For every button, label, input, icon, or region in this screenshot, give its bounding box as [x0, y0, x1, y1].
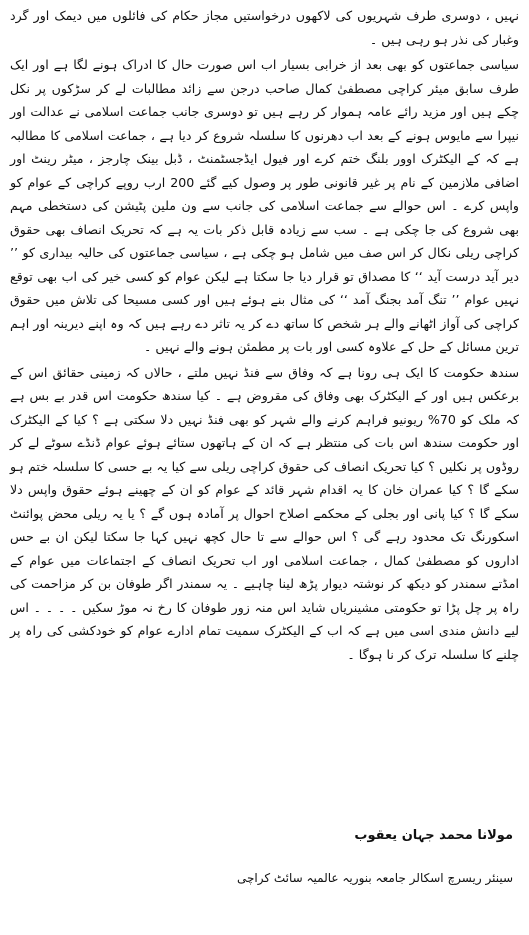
author-title: سینئر ریسرچ اسکالر جامعہ بنوریہ عالمیہ سائٹ کراچی [236, 871, 513, 885]
author-name: مولانا محمد جہان یعقوب [354, 828, 513, 843]
article-paragraph-1: نہیں ، دوسری طرف شہریوں کی لاکھوں درخواستیں مجاز حکام کی فائلوں میں دیمک اور گرد وغبار کی نذر ہو رہی ہیں ۔ [10, 8, 519, 47]
author-signature [237, 825, 513, 889]
article-body [10, 4, 519, 666]
article-paragraph-3: سندھ حکومت کا ایک ہی رونا ہے کہ وفاق سے فنڈ نہیں ملتے ، حالاں کہ زمینی حقائق اس کے برعکس ہیں اور کے الیکٹرک بھی وفاق کی مقروض ہے ۔ کیا سندھ حکومت اس قدر بے بس ہے کہ ملک کو 70% ریونیو فراہم کرنے والے شہر کو بھی فنڈ نہیں دلا سکتی ہے ؟ کیا کے الیکٹرک اور حکومت سندھ اس بات کی منتظر ہے کہ ان کے ہاتھوں ستائے ہوئے عوام ڈنڈے سوٹے لے کر روڈوں پر نکلیں ؟ کیا تحریک انصاف کی حقوق کراچی ریلی سے کیا یہ بے حسی کا سلسلہ ختم ہو سکے گا ؟ کیا عمران خان کا یہ اقدام شہر قائد کے عوام کو ان کے چھینے ہوئے حقوق واپس دلا سکے گا ؟ کیا پانی اور بجلی کے محکمے اصلاح احوال پر آمادہ ہوں گے ؟ یا یہ ریلی محض پوائنٹ اسکورنگ تک محدود رہے گی ؟ اس حوالے سے تا حال کچھ نہیں کہا جا سکتا لیکن ان بے حس اداروں کو مصطفیٰ کمال ، جماعت اسلامی اور اب تحریک انصاف کے اجتماعات میں عوام کے امڈتے سمندر کو دیکھ کر نوشتہ دیوار پڑھ لینا چاہیے ۔ یہ سمندر اگر طوفان بن کر مزاحمت کی راہ پر چل پڑا تو حکومتی مشینریاں شاید اس منہ زور طوفان کا رخ نہ موڑ سکیں ۔ ۔ ۔ ۔ اس لیے دانش مندی اسی میں ہے کہ اب کے الیکٹرک سمیت تمام ادارے عوام کو خودکشی کی راہ پر چلنے کا سلسلہ ترک کر نا ہوگا ۔ [10, 364, 520, 662]
article-paragraph-2: سیاسی جماعتوں کو بھی بعد از خرابی بسیار اب اس صورت حال کا ادراک ہونے لگا ہے اور ایک طرف سابق میئر کراچی مصطفیٰ کمال صاحب درجن سے زائد مطالبات لے کر سڑکوں پر نکل چکے ہیں اور مزید رائے عامہ ہموار کر رہے ہیں تو دوسری جانب جماعت اسلامی نے عدالت اور نیپرا سے مایوس ہونے کے بعد اب دھرنوں کا سلسلہ شروع کر دیا ہے ، جماعت اسلامی کا مطالبہ ہے کہ کے الیکٹرک اوور بلنگ ختم کرے اور فیول ایڈجسٹمنٹ ، ڈبل بینک چارجز ، میٹر رینٹ اور اضافی ملازمین کے نام پر غیر قانونی طور پر وصول کیے گئے 200 ارب روپے کراچی کے عوام کو واپس کرے ۔ اس حوالے سے جماعت اسلامی کی جانب سے ون ملین پٹیشن کی دستخطی مہم بھی شروع کی جا چکی ہے ۔ سب سے زیادہ قابل ذکر بات یہ ہے کہ تحریک انصاف بھی حقوق کراچی ریلی نکال کر اس صف میں شامل ہو چکی ہے ، سیاسی جماعتوں کی حالیہ بیداری کو ’’ دیر آید درست آید ‘‘ کا مصداق تو قرار دیا جا سکتا ہے لیکن عوام کو کسی خیر کی اب بھی توقع نہیں عوام ’’ تنگ آمد بجنگ آمد ‘‘ کی مثال بنے ہوئے ہیں اور کسی مسیحا کی تلاش میں حقوق کراچی کی آواز اٹھانے والے ہر شخص کا ساتھ دے کر یہ تاثر دے رہے ہیں کہ وہ اپنے دیرینہ اور اہم ترین مسائل کے حل کے علاوہ کسی اور بات پر مطمئن ہونے والے نہیں ۔ [10, 57, 519, 354]
